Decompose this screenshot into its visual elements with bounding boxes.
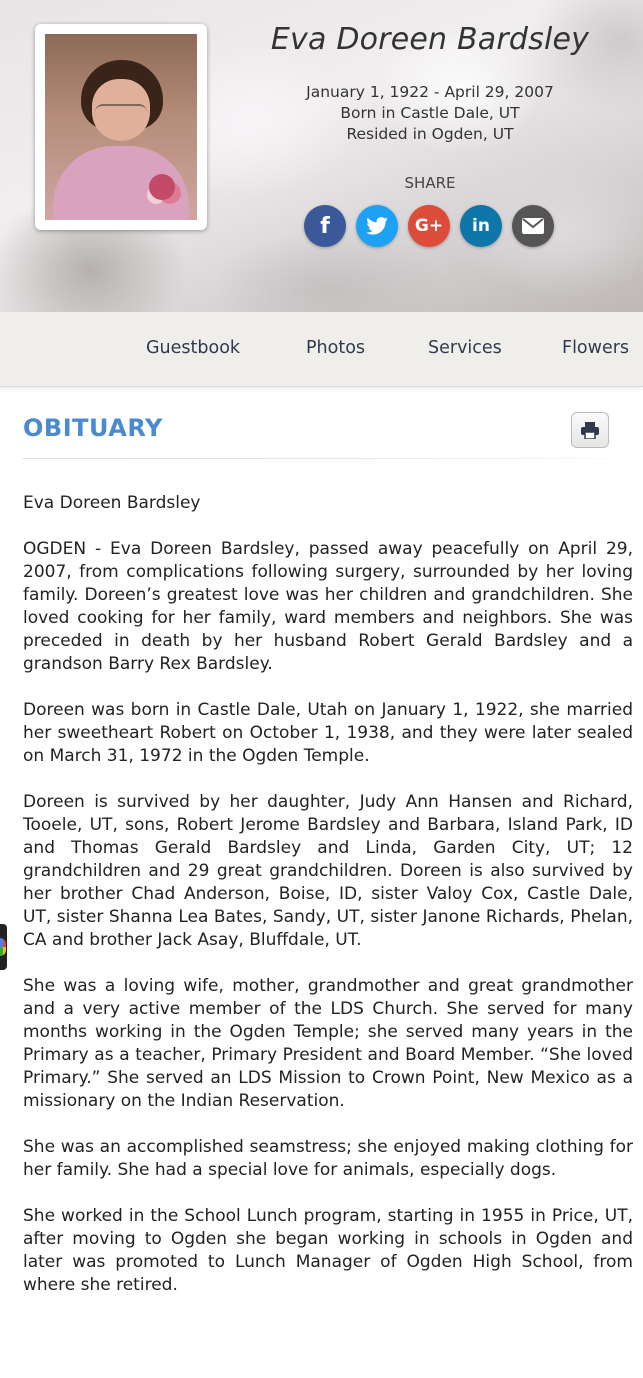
portrait-photo bbox=[45, 34, 197, 220]
twitter-icon bbox=[366, 217, 388, 235]
nav-services[interactable]: Services bbox=[428, 338, 502, 358]
section-nav bbox=[0, 312, 643, 387]
linkedin-icon: in bbox=[472, 216, 490, 236]
obituary-heading: OBITUARY bbox=[23, 414, 163, 442]
obituary-name-line: Eva Doreen Bardsley bbox=[23, 493, 201, 513]
obituary-text bbox=[23, 492, 633, 1320]
google-plus-share-button[interactable] bbox=[408, 205, 450, 247]
obituary-paragraph: OGDEN - Eva Doreen Bardsley, passed away peacefully on April 29, 2007, from complications following surgery, surrounded by her loving family. Doreen’s greatest love was her children and grandchildren. She loved cooking for her family, ward members and neighbors. She was preceded in death by her husband Robert Gerald Bardsley and a grandson Barry Rex Bardsley. bbox=[23, 539, 633, 674]
print-button[interactable] bbox=[571, 412, 609, 448]
birthplace: Born in Castle Dale, UT bbox=[340, 104, 520, 122]
nav-photos[interactable]: Photos bbox=[306, 338, 366, 358]
residence: Resided in Ogden, UT bbox=[346, 125, 514, 143]
life-dates: January 1, 1922 - April 29, 2007 bbox=[306, 83, 554, 101]
portrait-frame[interactable] bbox=[35, 24, 207, 230]
deceased-name: Eva Doreen Bardsley bbox=[270, 22, 590, 57]
google-plus-icon: G+ bbox=[414, 216, 444, 236]
twitter-share-button[interactable] bbox=[356, 205, 398, 247]
obituary-paragraph: Doreen was born in Castle Dale, Utah on January 1, 1922, she married her sweetheart Robert on October 1, 1938, and they were later sealed on March 31, 1972 in the Ogden Temple. bbox=[23, 700, 633, 766]
linkedin-share-button[interactable] bbox=[460, 205, 502, 247]
obituary-paragraph: She was a loving wife, mother, grandmother and great grandmother and a very active member of the LDS Church. She served for many months working in the Ogden Temple; she served many years in the Primary as a teacher, Primary President and Board Member. “She loved Primary.” She served an LDS Mission to Crown Point, New Mexico as a missionary on the Indian Reservation. bbox=[23, 976, 633, 1111]
obituary-paragraph: She worked in the School Lunch program, starting in 1955 in Price, UT, after moving to Ogden she began working in schools in Ogden and later was promoted to Lunch Manager of Ogden High School, from where she retired. bbox=[23, 1206, 633, 1295]
share-buttons bbox=[304, 205, 554, 247]
heading-divider bbox=[23, 458, 633, 459]
hero-banner bbox=[0, 0, 643, 312]
share-label: SHARE bbox=[404, 174, 456, 192]
nav-guestbook[interactable]: Guestbook bbox=[146, 338, 241, 358]
obituary-paragraph: She was an accomplished seamstress; she enjoyed making clothing for her family. She had a special love for animals, especially dogs. bbox=[23, 1137, 633, 1180]
email-share-button[interactable] bbox=[512, 205, 554, 247]
print-icon bbox=[581, 422, 599, 439]
google-icon bbox=[0, 938, 6, 956]
life-details bbox=[230, 82, 630, 145]
side-widget-tab[interactable] bbox=[0, 924, 7, 970]
email-icon bbox=[522, 218, 544, 234]
nav-flowers[interactable]: Flowers bbox=[562, 338, 630, 358]
facebook-icon: f bbox=[320, 213, 330, 239]
facebook-share-button[interactable] bbox=[304, 205, 346, 247]
obituary-paragraph: Doreen is survived by her daughter, Judy Ann Hansen and Richard, Tooele, UT, sons, Robert Jerome Bardsley and Barbara, Island Park, ID and Thomas Gerald Bardsley and Linda, Garden City, UT; 12 grandchildren and 29 great grandchildren. Doreen is also survived by her brother Chad Anderson, Boise, ID, sister Valoy Cox, Castle Dale, UT, sister Shanna Lea Bates, Sandy, UT, sister Janone Richards, Phelan, CA and brother Jack Asay, Bluffdale, UT. bbox=[23, 792, 633, 950]
